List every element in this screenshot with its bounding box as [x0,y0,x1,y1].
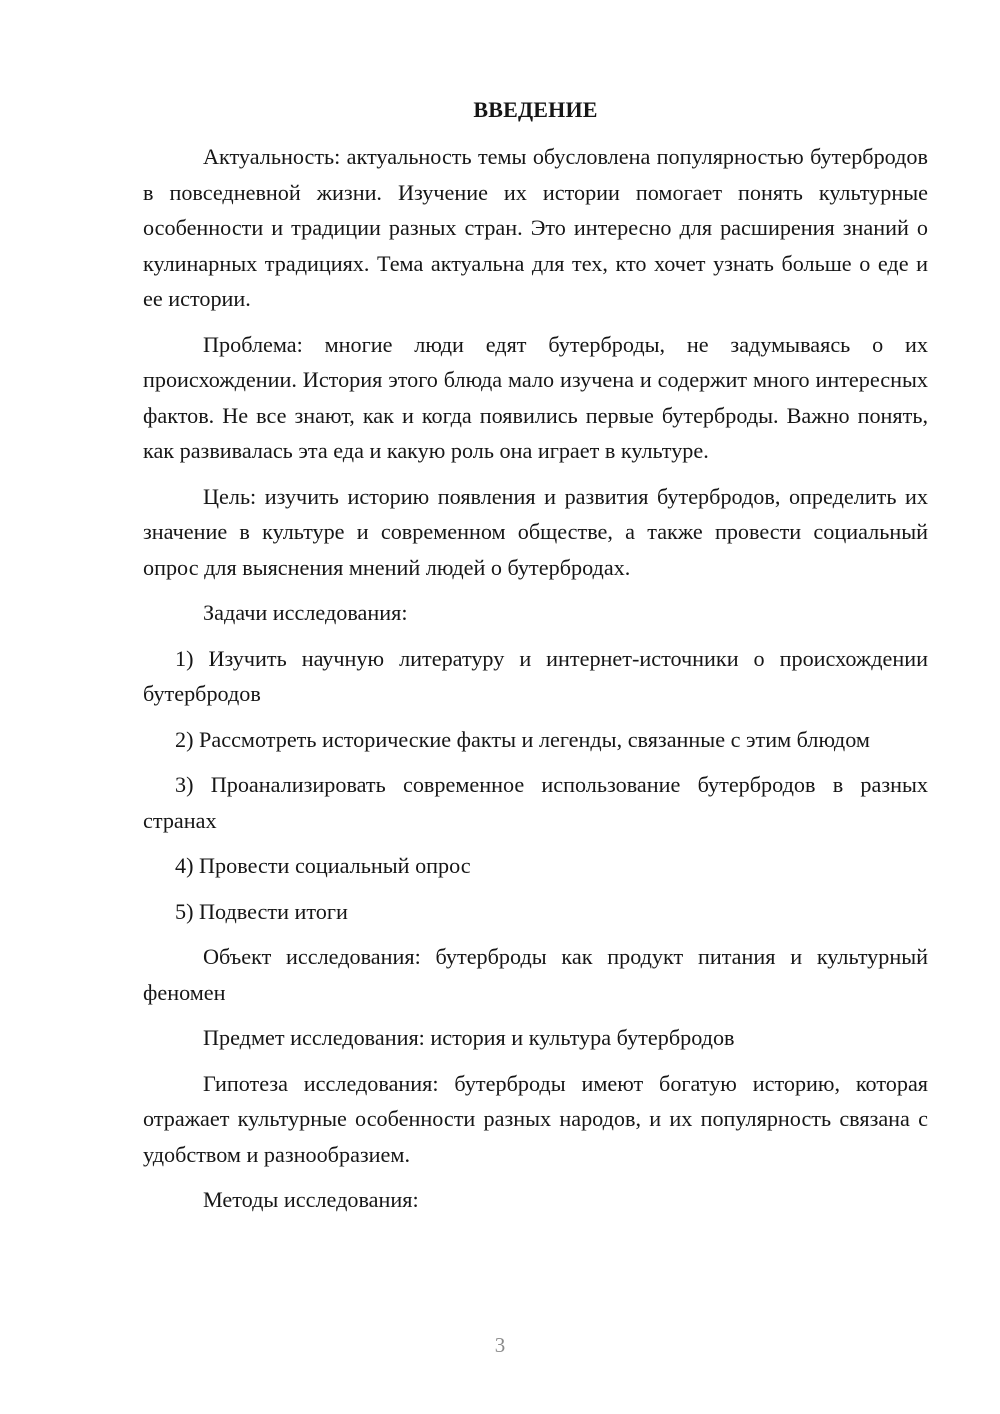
page-title: ВВЕДЕНИЕ [473,97,598,122]
paragraph-relevance: Актуальность: актуальность темы обусловлена популярностью бутербродов в повседневной жизни. Изучение их истории помогает понять культурные особенности и традиции разных стран. Это интересно для расширения знаний о кулинарных традициях. Тема актуальна для тех, кто хочет узнать больше о еде и ее истории. [143,144,928,311]
task-item-4: 4) Провести социальный опрос [175,853,471,878]
task-item-5: 5) Подвести итоги [175,898,348,924]
paragraph-hypothesis: Гипотеза исследования: бутерброды имеют богатую историю, которая отражает культурные особенности разных народов, и их популярность связана с удобством и разнообразием. [143,1070,928,1167]
document-page [143,94,928,1228]
page-number: 3 [494,1333,506,1357]
task-item-2: 2) Рассмотреть исторические факты и легенды, связанные с этим блюдом [175,726,870,752]
paragraph-tasks-heading: Задачи исследования: [203,600,408,625]
paragraph-methods: Методы исследования: [203,1187,419,1212]
task-item-1: 1) Изучить научную литературу и интернет-источники о происхождении бутербродов [143,645,928,706]
task-item-3: 3) Проанализировать современное использование бутербродов в разных странах [143,772,928,833]
paragraph-object: Объект исследования: бутерброды как продукт питания и культурный феномен [143,944,928,1005]
paragraph-problem: Проблема: многие люди едят бутерброды, не задумываясь о их происхождении. История этого блюда мало изучена и содержит много интересных фактов. Не все знают, как и когда появились первые бутерброды. Важно понять, как развивалась эта еда и какую роль она играет в культуре. [143,331,928,463]
paragraph-goal: Цель: изучить историю появления и развития бутербродов, определить их значение в культуре и современном обществе, а также провести социальный опрос для выяснения мнений людей о бутербродах. [143,483,928,580]
paragraph-subject: Предмет исследования: история и культура бутербродов [203,1025,735,1050]
